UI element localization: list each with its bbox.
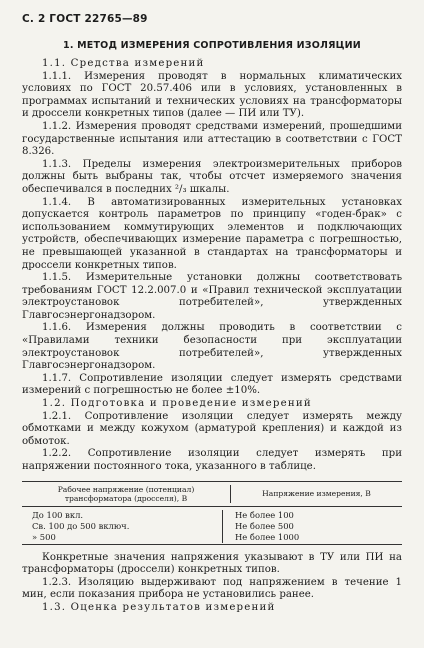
- table-bottom-rule: [22, 544, 402, 545]
- paragraph: 1.1.1. Измерения проводят в нормальных климатических условиях по ГОСТ 20.57.406 или в условиях, установленных в программах испытаний и технических условиях на трансформаторы и дроссели конкретных типов (далее — ПИ или ТУ).: [22, 70, 402, 120]
- voltage-table: [22, 481, 402, 545]
- table-body: [22, 507, 402, 544]
- paragraph: 1.1.2. Измерения проводят средствами измерений, прошедшими государственные испытания или аттестацию в соответствии с ГОСТ 8.326.: [22, 120, 402, 158]
- section-title: 1. МЕТОД ИЗМЕРЕНИЯ СОПРОТИВЛЕНИЯ ИЗОЛЯЦИИ: [63, 40, 361, 51]
- table-cell-measure: Не более 500: [235, 520, 294, 531]
- paragraph: 1.1.6. Измерения должны проводить в соответствии с «Правилами техники безопасности при эксплуатации электроустановок потребителей», утвержденных Главгосэнергонадзором.: [22, 322, 402, 372]
- paragraph: 1.2.2. Сопротивление изоляции следует измерять при напряжении постоянного тока, указанного в таблице.: [22, 448, 402, 472]
- table-cell-working: До 100 вкл.: [32, 509, 84, 520]
- paragraph: 1.1.7. Сопротивление изоляции следует измерять средствами измерений с погрешностью не более ±10%.: [22, 372, 402, 397]
- subsection-heading: 1.1. Средства измерений: [42, 58, 205, 69]
- table-cell-working: » 500: [32, 531, 56, 542]
- paragraph: 1.2.1. Сопротивление изоляции следует измерять между обмотками и между кожухом (арматурой крепления) и каждой из обмоток.: [22, 410, 402, 447]
- table-cell-measure: Не более 1000: [235, 531, 300, 542]
- table-header: [22, 482, 402, 506]
- paragraphs-before-table: [22, 58, 402, 474]
- table-cell-measure: Не более 100: [235, 509, 294, 520]
- table-header-measure-voltage: Напряжение измерения, В: [262, 489, 371, 499]
- paragraph: 1.1.4. В автоматизированных измерительных установках допускается контроль параметров по принципу «годен-брак» с использованием коммутирующих элементов и подключающих устройств, обеспечивающих измерение параметра с погрешностью, не превышающей указанной в стандартах на трансформаторы и дроссели конкретных типов.: [22, 196, 402, 271]
- document-body: [22, 58, 402, 615]
- page-header: С. 2 ГОСТ 22765—89: [22, 13, 148, 25]
- paragraph: 1.1.5. Измерительные установки должны соответствовать требованиям ГОСТ 12.2.007.0 и «Правил технической эксплуатации электроустановок потребителей», утвержденных Главгосэнергонадзором.: [22, 272, 402, 321]
- table-column-measure: [223, 510, 402, 543]
- subsection-heading: 1.3. Оценка результатов измерений: [42, 601, 276, 613]
- subsection-heading: 1.2. Подготовка и проведение измерений: [42, 398, 312, 410]
- paragraph: 1.1.3. Пределы измерения электроизмерительных приборов должны быть выбраны так, чтобы отсчет измеряемого значения обеспечивался в последних ²/₃ шкалы.: [22, 158, 402, 195]
- paragraph: 1.2.3. Изоляцию выдерживают под напряжением в течение 1 мин, если показания прибора не установились ранее.: [22, 576, 402, 601]
- paragraph: Конкретные значения напряжения указывают в ТУ или ПИ на трансформаторы (дроссели) конкретных типов.: [22, 551, 402, 576]
- table-column-working: [22, 510, 223, 543]
- table-header-working-voltage: Рабочее напряжение (потенциал) трансформатора (дросселя), В: [22, 485, 231, 503]
- paragraphs-after-table: [22, 552, 402, 615]
- table-cell-working: Св. 100 до 500 включ.: [32, 520, 130, 531]
